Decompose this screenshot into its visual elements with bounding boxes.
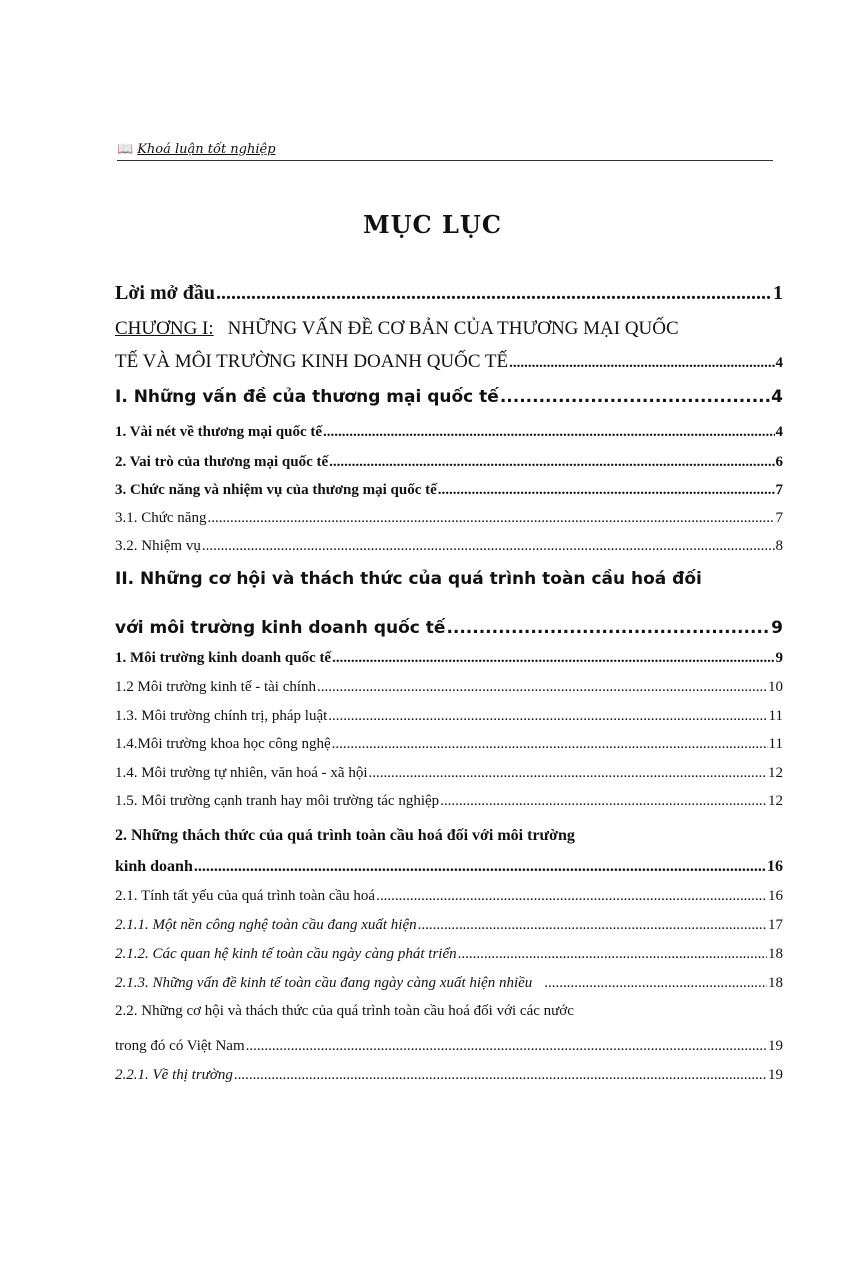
toc-entry: 2.2. Những cơ hội và thách thức của quá trình toàn cầu hoá đối với các nước: [115, 1003, 574, 1019]
toc-entry: TẾ VÀ MÔI TRƯỜNG KINH DOANH QUỐC TẾ ..... 4: [115, 351, 783, 373]
toc-entry: 1. Môi trường kinh doanh quốc tế ..... 9: [115, 650, 783, 667]
toc-entry: 2.1.2. Các quan hệ kinh tế toàn cầu ngày càng phát triển ..... 18: [115, 946, 783, 963]
toc-entry: II. Những cơ hội và thách thức của quá trình toàn cầu hoá đối: [115, 569, 702, 589]
running-header: [117, 140, 773, 161]
toc-entry: 1. Vài nét về thương mại quốc tế ..... 4: [115, 424, 783, 441]
toc-entry: Lời mở đầu ..... 1: [115, 282, 783, 305]
toc-entry: I. Những vấn đề của thương mại quốc tế ..... 4: [115, 387, 783, 407]
toc-entry: 1.3. Môi trường chính trị, pháp luật ..... 11: [115, 708, 783, 725]
toc-entry: kinh doanh ..... 16: [115, 858, 783, 876]
book-icon: 📖: [117, 142, 134, 157]
toc-entry: 1.2 Môi trường kinh tế - tài chính ..... 10: [115, 679, 783, 696]
toc-entry: 1.4. Môi trường tự nhiên, văn hoá - xã hội ..... 12: [115, 765, 783, 782]
toc-entry: 3. Chức năng và nhiệm vụ của thương mại quốc tế ..... 7: [115, 482, 783, 499]
page-title: MỤC LỤC: [363, 210, 502, 239]
header-label: Khoá luận tốt nghiệp: [137, 142, 276, 157]
toc-entry: 1.4.Môi trường khoa học công nghệ ..... 11: [115, 736, 783, 753]
toc-entry: CHƯƠNG I: NHỮNG VẤN ĐỀ CƠ BẢN CỦA THƯƠNG MẠI QUỐC: [115, 318, 679, 339]
toc-entry: trong đó có Việt Nam ..... 19: [115, 1038, 783, 1055]
toc-entry: 2. Những thách thức của quá trình toàn cầu hoá đối với môi trường: [115, 827, 575, 844]
toc-entry: 2.1.3. Những vấn đề kinh tế toàn cầu đang ngày càng xuất hiện nhiều ..... 18: [115, 975, 783, 992]
toc-entry: 2. Vai trò của thương mại quốc tế ..... 6: [115, 454, 783, 471]
toc-entry: 2.2.1. Về thị trường ..... 19: [115, 1067, 783, 1084]
toc-entry: 1.5. Môi trường cạnh tranh hay môi trường tác nghiệp ..... 12: [115, 793, 783, 810]
toc-entry: 3.1. Chức năng ..... 7: [115, 510, 783, 527]
toc-entry: 2.1. Tính tất yếu của quá trình toàn cầu hoá ..... 16: [115, 888, 783, 905]
toc-entry: 3.2. Nhiệm vụ ..... 8: [115, 538, 783, 555]
toc-entry: với môi trường kinh doanh quốc tế ..... 9: [115, 618, 783, 638]
toc-entry: 2.1.1. Một nền công nghệ toàn cầu đang xuất hiện ..... 17: [115, 917, 783, 934]
